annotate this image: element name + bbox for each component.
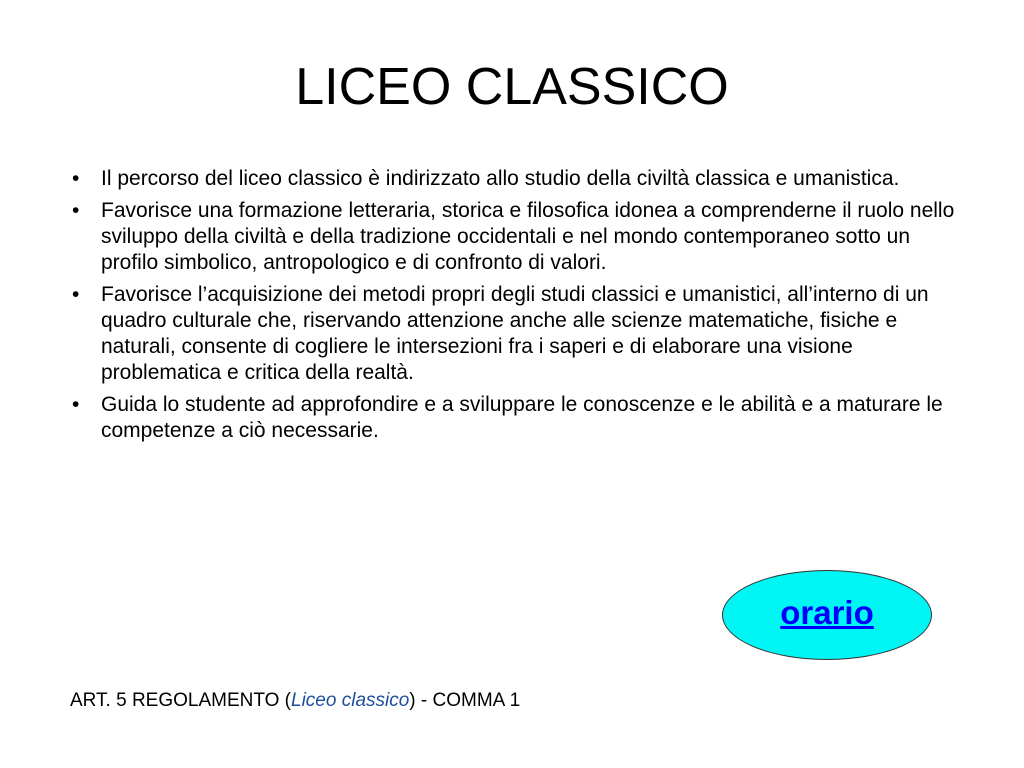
footer-italic-text: Liceo classico xyxy=(291,690,410,711)
bullet-item xyxy=(72,198,972,276)
bullet-icon: • xyxy=(72,393,80,416)
footer-reference xyxy=(70,688,520,714)
bullet-text: Favorisce una formazione letteraria, storica e filosofica idonea a comprenderne il ruolo nello sviluppo della civiltà e della tradizione occidentali e nel mondo contemporaneo sotto un profilo simbolico, antropologico e di confronto di valori. xyxy=(101,199,955,274)
bullet-icon: • xyxy=(72,283,80,306)
bullet-list xyxy=(72,166,972,450)
slide-title: LICEO CLASSICO xyxy=(295,58,729,116)
orario-link[interactable]: orario xyxy=(780,593,874,631)
orario-button[interactable] xyxy=(722,570,932,660)
bullet-text: Guida lo studente ad approfondire e a sviluppare le conoscenze e le abilità e a maturare le competenze a ciò necessarie. xyxy=(101,393,943,442)
bullet-item xyxy=(72,282,972,386)
bullet-text: Il percorso del liceo classico è indirizzato allo studio della civiltà classica e umanistica. xyxy=(101,167,900,190)
bullet-item xyxy=(72,166,972,192)
bullet-item xyxy=(72,392,972,444)
footer-suffix: ) - COMMA 1 xyxy=(409,690,521,711)
bullet-icon: • xyxy=(72,167,80,190)
bullet-text: Favorisce l’acquisizione dei metodi propri degli studi classici e umanistici, all’interno di un quadro culturale che, riservando attenzione anche alle scienze matematiche, fisiche e naturali, consente di cogliere le intersezioni fra i saperi e di elaborare una visione problematica e critica della realtà. xyxy=(101,283,929,384)
bullet-icon: • xyxy=(72,199,80,222)
footer-prefix: ART. 5 REGOLAMENTO ( xyxy=(70,690,292,711)
